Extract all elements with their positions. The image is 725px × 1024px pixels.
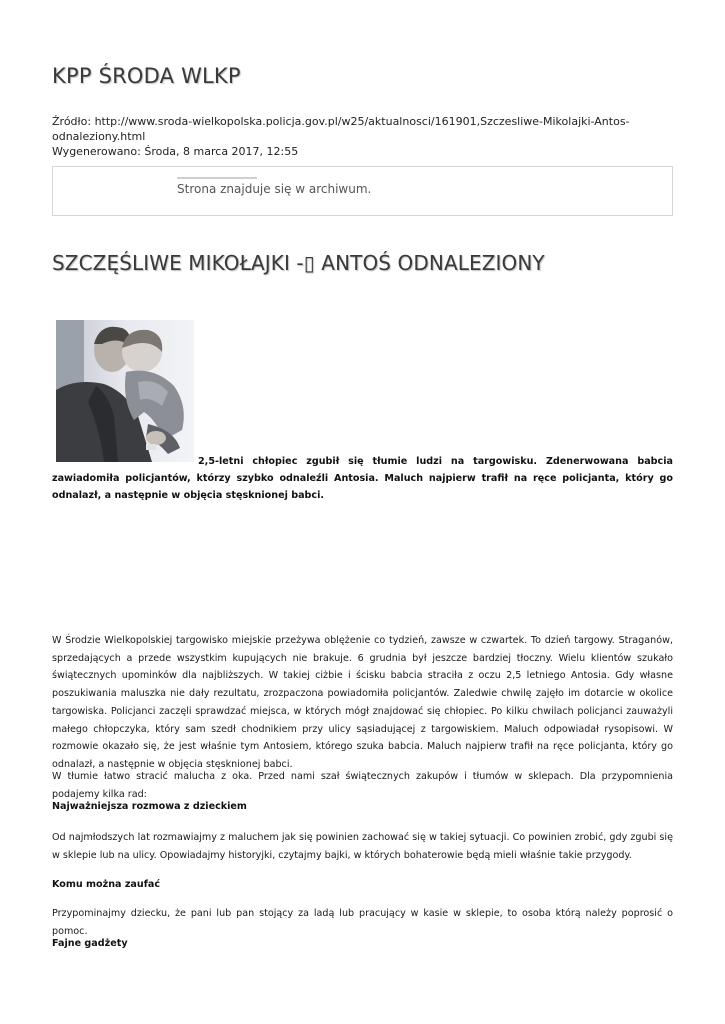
article-paragraph-3: Od najmłodszych lat rozmawiajmy z maluchem jak się powinien zachować się w takiej sytuacji. Co powinien zrobić, gdy zgubi się w sklepie lub na ulicy. Opowiadajmy historyjki, czytajmy bajki, w których bohaterowie będą mieli właśnie takie przygody.: [52, 832, 673, 861]
subhead-conversation: Najważniejsza rozmowa z dzieckiem: [52, 801, 247, 812]
archive-divider: [177, 177, 257, 179]
subhead-trust: Komu można zaufać: [52, 879, 161, 890]
article-paragraph-4: Przypominajmy dziecku, że pani lub pan stojący za ladą lub pracujący w kasie w sklepie, to osoba którą należy poprosić o pomoc.: [52, 908, 673, 937]
article-lead: 2,5-letni chłopiec zgubił się tłumie ludzi na targowisku. Zdenerwowana babcia zawiadomiła policjantów, którzy szybko odnaleźli Antosia. Maluch najpierw trafił na ręce policjanta, który go odnalazł, a następnie w objęcia stęsknionej babci.: [52, 456, 673, 501]
article-paragraph-1: W Środzie Wielkopolskiej targowisko miejskie przeżywa oblężenie co tydzień, zawsze w czwartek. To dzień targowy. Straganów, sprzedających a przede wszystkim kupujących nie brakuje. 6 grudnia był jeszcze bardziej tłoczny. Wielu klientów szukało świątecznych upominków dla najbliższych. W takiej ciżbie i ścisku babcia straciła z oczu 2,5 letniego Antosia. Gdy własne poszukiwania maluszka nie dały rezultatu, zrozpaczona powiadomiła policjantów. Zaledwie chwilę zajęło im dotarcie w okolice targowiska. Policjanci zaczęli sprawdzać miejsca, w których mógł znajdować się chłopiec. Po kilku chwilach policjanci zauważyli małego chłopczyka, który sam szedł chodnikiem przy ulicy sąsiadującej z targowiskiem. Maluch odpowiadał rysopisowi. W rozmowie okazało się, że jest właśnie tym Antosiem, którego szuka babcia. Maluch najpierw trafił na ręce policjanta, który go odnalazł, a następnie w objęcia stęsknionej babci.: [52, 635, 673, 770]
site-title: KPP ŚRODA WLKP: [52, 64, 241, 88]
article-title: SZCZĘŚLIWE MIKOŁAJKI -▯ ANTOŚ ODNALEZIONY: [52, 251, 545, 275]
archive-notice-box: [52, 166, 673, 216]
generated-line: Wygenerowano: Środa, 8 marca 2017, 12:55: [52, 145, 299, 158]
subhead-gadgets: Fajne gadżety: [52, 938, 128, 949]
document-meta: [52, 114, 712, 159]
archive-notice-text: Strona znajduje się w archiwum.: [177, 182, 372, 196]
source-line: Źródło: http://www.sroda-wielkopolska.policja.gov.pl/w25/aktualnosci/161901,Szczesliwe-Mikolajki-Antos-odnaleziony.html: [52, 115, 630, 143]
photo-policeman-with-boy: [56, 320, 194, 462]
article-photo: [56, 320, 194, 462]
article-paragraph-2: W tłumie łatwo stracić malucha z oka. Przed nami szał świątecznych zakupów i tłumów w sklepach. Dla przypomnienia podajemy kilka rad:: [52, 771, 673, 800]
